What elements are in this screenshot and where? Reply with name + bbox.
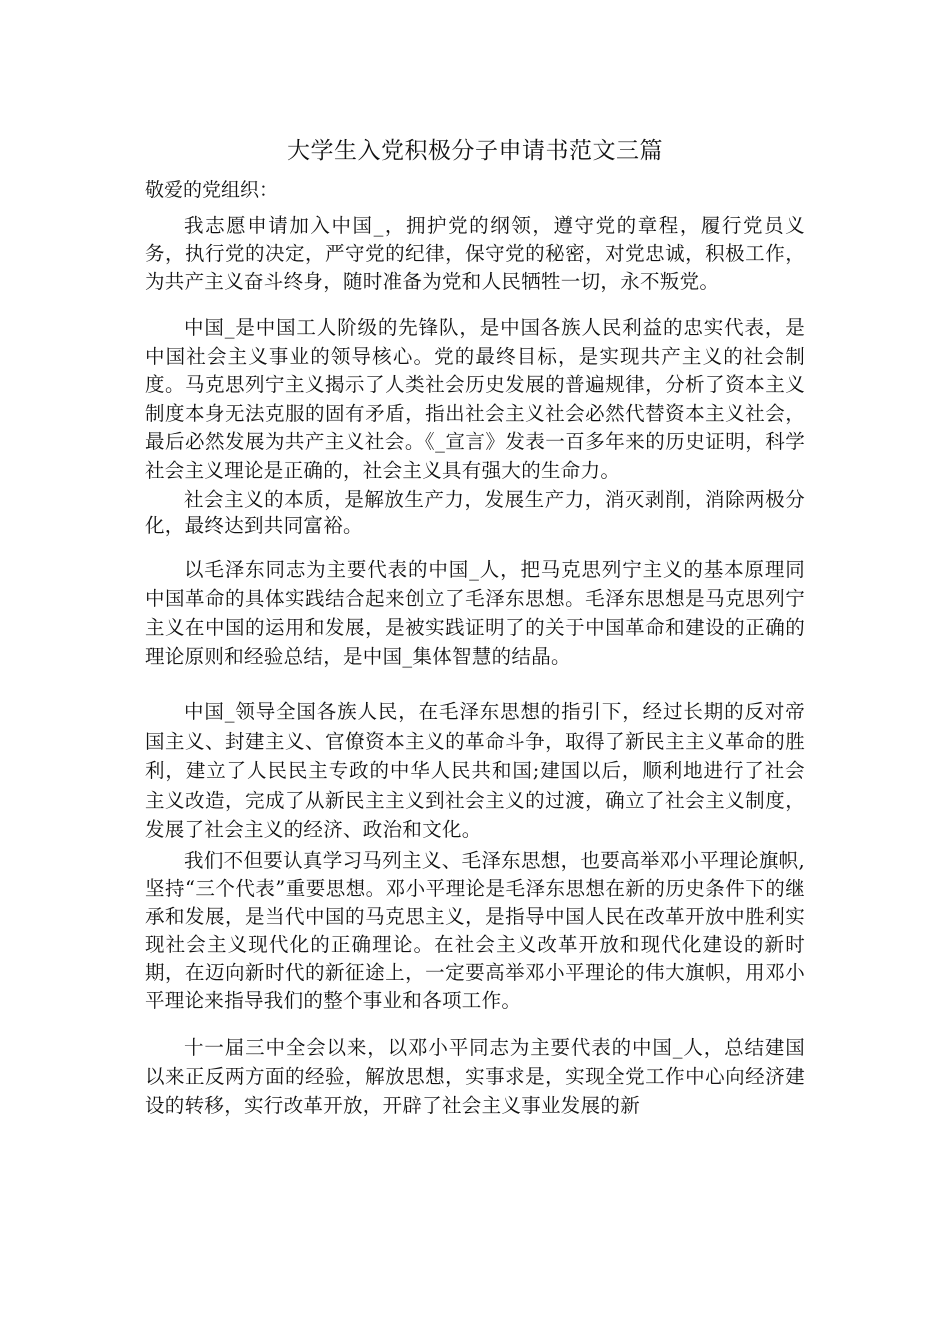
paragraph-party-nature: 中国_是中国工人阶级的先锋队，是中国各族人民利益的忠实代表，是中国社会主义事业的领导核心。党的最终目标，是实现共产主义的社会制度。马克思列宁主义揭示了人类社会历史发展的普遍规律，分析了资本主义制度本身无法克服的固有矛盾，指出社会主义社会必然代替资本主义社会，最后必然发展为共产主义社会。《_宣言》发表一百多年来的历史证明，科学社会主义理论是正确的，社会主义具有强大的生命力。 xyxy=(145,316,805,482)
paragraph-revolution-history: 中国_领导全国各族人民，在毛泽东思想的指引下，经过长期的反对帝国主义、封建主义、官僚资本主义的革命斗争，取得了新民主主义革命的胜利，建立了人民民主专政的中华人民共和国;建国以后，顺利地进行了社会主义改造，完成了从新民主主义到社会主义的过渡，确立了社会主义制度，发展了社会主义的经济、政治和文化。 xyxy=(145,700,805,841)
salutation: 敬爱的党组织： xyxy=(145,179,279,201)
document-title: 大学生入党积极分子申请书范文三篇 xyxy=(287,138,663,164)
document-body xyxy=(145,212,805,1120)
paragraph-application-pledge: 我志愿申请加入中国_，拥护党的纲领，遵守党的章程，履行党员义务，执行党的决定，严守党的纪律，保守党的秘密，对党忠诚，积极工作，为共产主义奋斗终身，随时准备为党和人民牺牲一切，永不叛党。 xyxy=(145,214,805,293)
paragraph-reform-opening: 十一届三中全会以来，以邓小平同志为主要代表的中国_人，总结建国以来正反两方面的经验，解放思想，实事求是，实现全党工作中心向经济建设的转移，实行改革开放，开辟了社会主义事业发展的新 xyxy=(145,1035,805,1117)
paragraph-mao-thought: 以毛泽东同志为主要代表的中国_人，把马克思列宁主义的基本原理同中国革命的具体实践结合起来创立了毛泽东思想。毛泽东思想是马克思列宁主义在中国的运用和发展，是被实践证明了的关于中国革命和建设的正确的理论原则和经验总结，是中国_集体智慧的结晶。 xyxy=(145,558,805,668)
paragraph-deng-theory: 我们不但要认真学习马列主义、毛泽东思想，也要高举邓小平理论旗帜,坚持“三个代表”重要思想。邓小平理论是毛泽东思想在新的历史条件下的继承和发展，是当代中国的马克思主义，是指导中国人民在改革开放中胜利实现社会主义现代化的正确理论。在社会主义改革开放和现代化建设的新时期，在迈向新时代的新征途上，一定要高举邓小平理论的伟大旗帜，用邓小平理论来指导我们的整个事业和各项工作。 xyxy=(145,848,805,1012)
paragraph-socialism-essence: 社会主义的本质，是解放生产力，发展生产力，消灭剥削，消除两极分化，最终达到共同富裕。 xyxy=(145,488,805,537)
